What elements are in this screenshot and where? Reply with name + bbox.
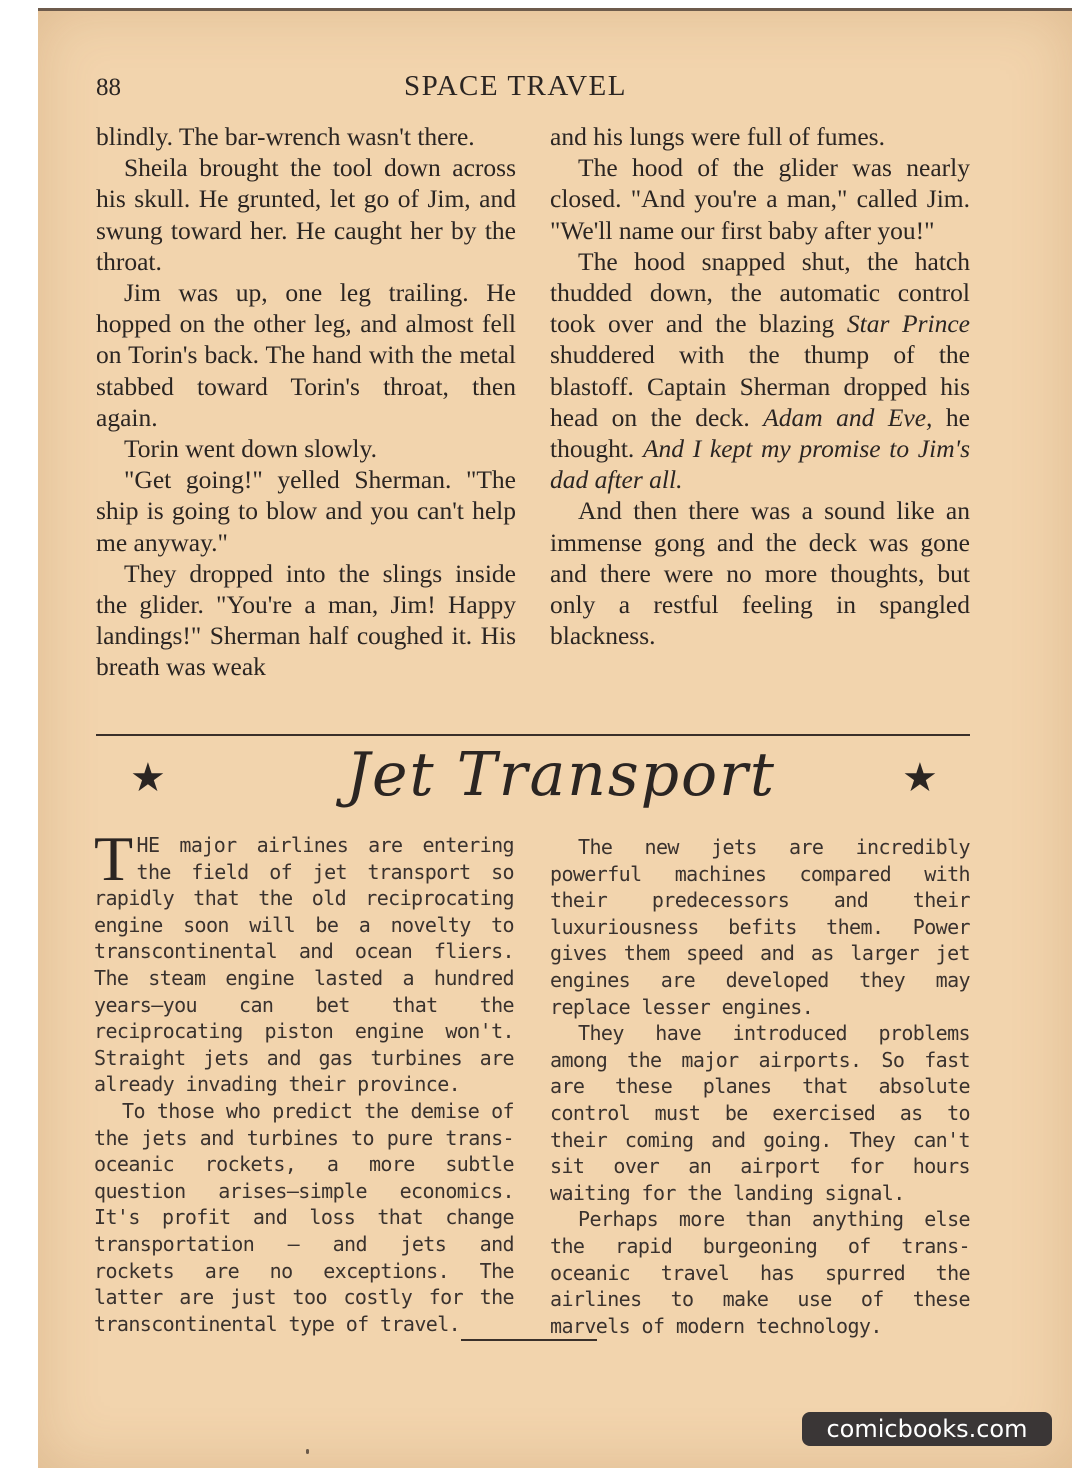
story-text: he thought.	[550, 402, 970, 464]
story-paragraph: Sheila brought the tool down across his skull. He grunted, let go of Jim, and swung toward her. He caught her by the throat.	[96, 153, 516, 276]
story-paragraph: Torin went down slowly.	[124, 434, 377, 464]
thought-text: Adam and Eve,	[763, 402, 933, 432]
article-paragraph	[94, 823, 514, 1098]
article-right-column	[550, 834, 970, 1339]
star-icon: ★	[902, 755, 938, 800]
paper-speck	[306, 1449, 309, 1454]
article-paragraph: They have introduced problems among the major airports. So fast are these planes that absolute control must be exercised as to their coming and going. They can't sit over an airport for hours waiting for the landing signal.	[550, 1021, 970, 1205]
story-paragraph: "Get going!" yelled Sherman. "The ship is going to blow and you can't help me anyway."	[96, 465, 516, 557]
article-paragraph: To those who predict the demise of the jets and turbines to pure trans-oceanic rockets, a more subtle question arises—simple economics. It's profit and loss that change transportation — and jets and rockets are no exceptions. The latter are just too costly for the transcontinental type of travel.	[94, 1098, 514, 1336]
thought-text: And I kept my promise to Jim's dad after all.	[550, 434, 970, 495]
running-title: SPACE TRAVEL	[404, 70, 627, 102]
article-title-row	[96, 740, 970, 830]
ship-name: Star Prince	[846, 309, 970, 339]
story-paragraph: and his lungs were full of fumes.	[550, 122, 885, 151]
article-paragraph: The new jets are incredibly powerful machines compared with their predecessors and their luxuriousness befits them. Power gives them speed and as larger jet engines are developed they may replace lesser engines.	[550, 835, 970, 1019]
article-title: Jet Transport	[346, 740, 776, 810]
page-number: 88	[96, 74, 121, 101]
page-header	[96, 70, 970, 104]
story-paragraph: And then there was a sound like an immense gong and the deck was gone and there were no more thoughts, but only a restful feeling in spangled blackness.	[550, 496, 970, 651]
story-paragraph: blindly. The bar-wrench wasn't there.	[96, 122, 475, 151]
story-text: The hood snapped shut, the hatch thudded down, the automatic control took over and the blazing	[550, 246, 970, 339]
star-icon: ★	[130, 755, 166, 800]
watermark-badge: comicbooks.com	[802, 1412, 1052, 1446]
section-divider	[96, 734, 970, 736]
story-paragraph: The hood of the glider was nearly closed. "And you're a man," called Jim. "We'll name our first baby after you!"	[550, 153, 970, 245]
story-paragraph	[550, 246, 970, 496]
story-text: shuddered with the thump of the blastoff. Captain Sherman dropped his head on the deck.	[550, 340, 970, 432]
article-text: HE major airlines are entering the field of jet transport so rapidly that the old reciprocating engine soon will be a novelty to transcontinental and ocean fliers. The steam engine lasted a hundred years—you can bet that the reciprocating piston engine won't. Straight jets and gas turbines are already invading their province.	[94, 833, 514, 1097]
page-top-edge	[38, 8, 1072, 11]
story-paragraph: Jim was up, one leg trailing. He hopped on the other leg, and almost fell on Torin's back. The hand with the metal stabbed toward Torin's throat, then again.	[96, 278, 516, 432]
drop-cap: T	[94, 823, 133, 894]
story-right-column	[550, 121, 970, 651]
story-left-column	[96, 121, 516, 683]
story-paragraph: They dropped into the slings inside the glider. "You're a man, Jim! Happy landings!" Sherman half coughed it. His breath was weak	[96, 558, 516, 682]
article-end-rule	[461, 1339, 597, 1341]
article-paragraph: Perhaps more than anything else the rapid burgeoning of trans-oceanic travel has spurred the airlines to make use of these marvels of modern technology.	[550, 1207, 970, 1338]
article-left-column	[94, 823, 514, 1337]
